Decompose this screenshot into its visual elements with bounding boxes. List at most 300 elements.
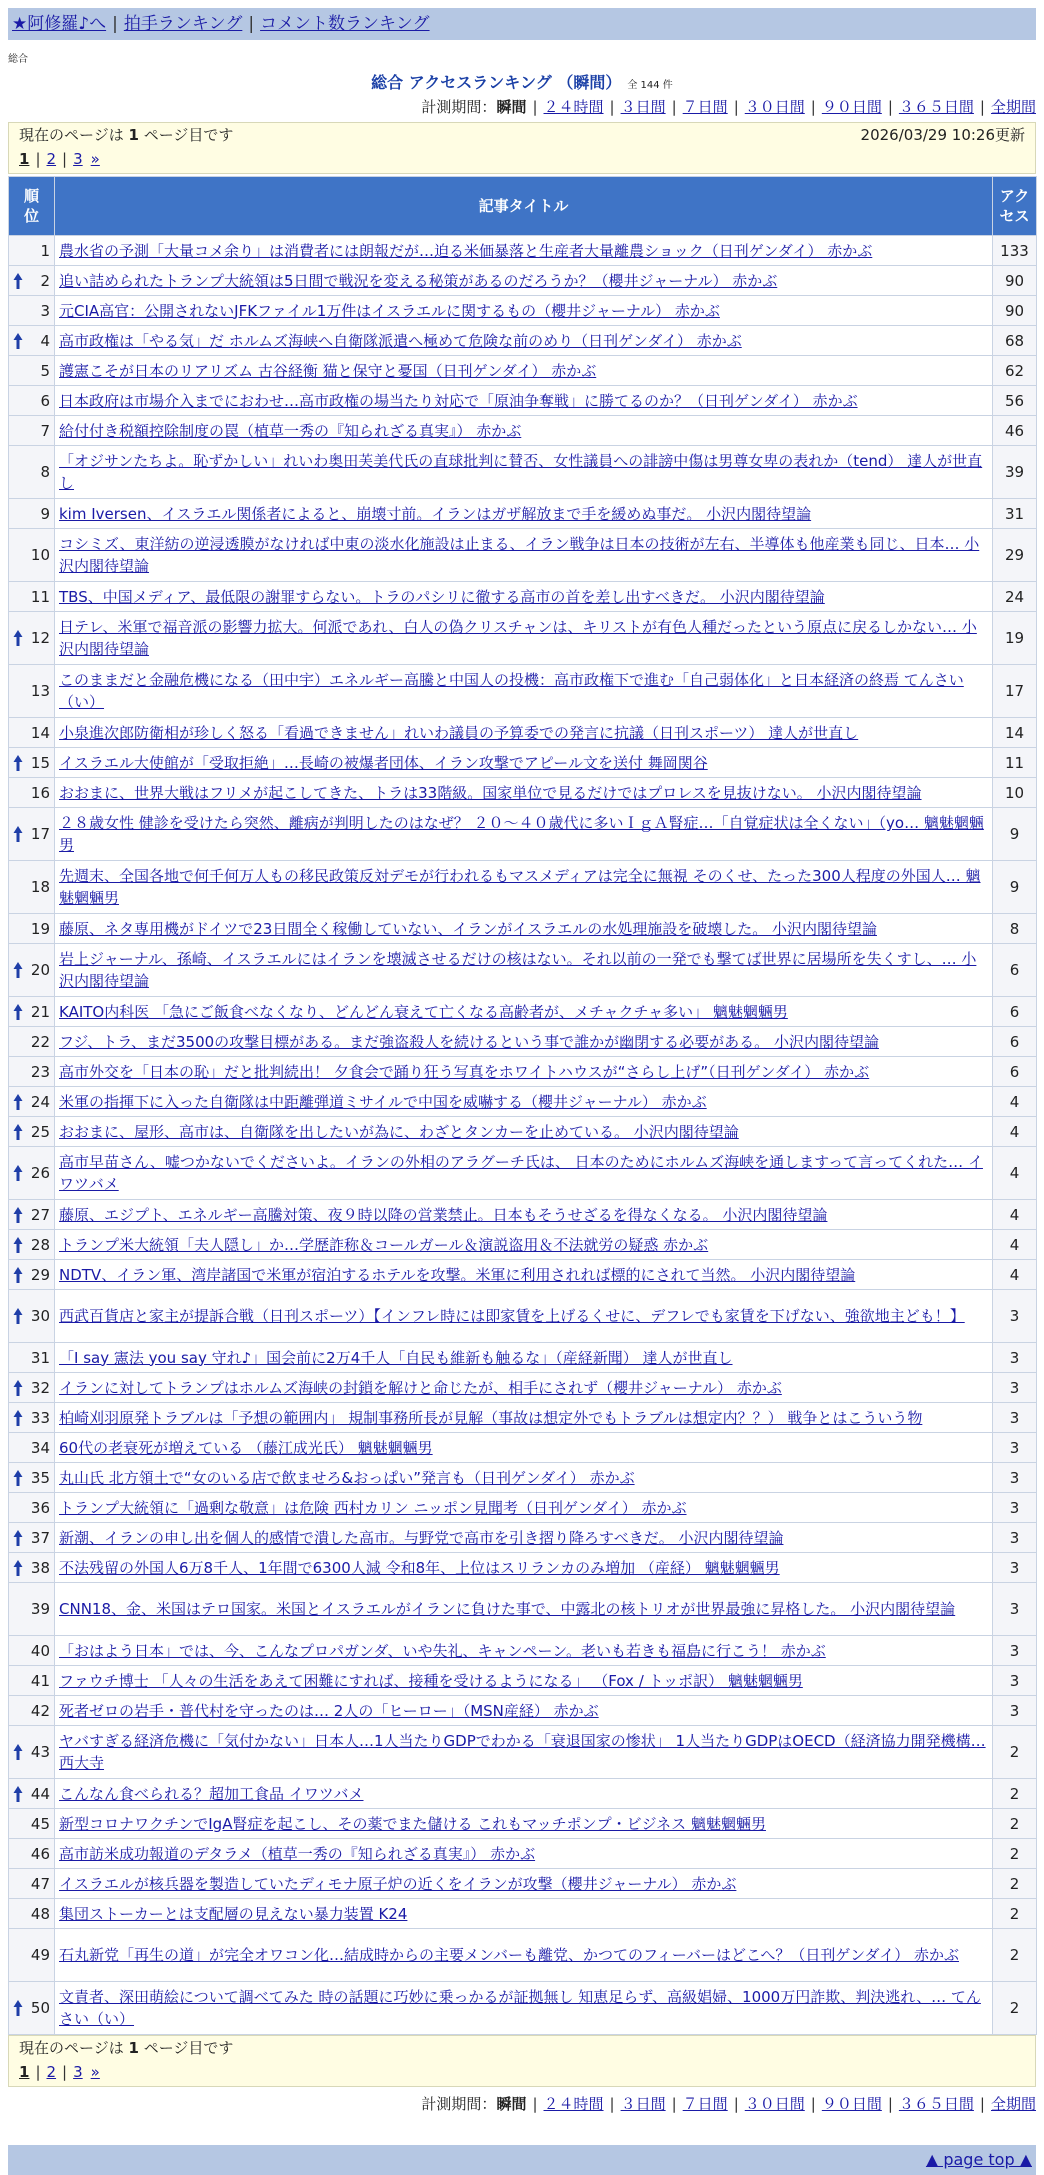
article-link[interactable]: 追い詰められたトランプ大統領は5日間で戦況を変える秘策があるのだろうか？（櫻井ジャーナル） 赤かぶ [59, 271, 778, 290]
rank-up-arrow-icon [13, 1123, 23, 1141]
period-label: 計測期間： [421, 98, 497, 116]
title-cell [55, 1636, 993, 1666]
rank-number: 14 [30, 723, 50, 742]
article-link[interactable]: 農水省の予測「大量コメ余り」は消費者には朗報だが…迫る米価暴落と生産者大量離農ショック（日刊ゲンダイ） 赤かぶ [59, 241, 873, 260]
rank-up-arrow-icon [13, 1409, 23, 1427]
title-cell [55, 236, 993, 266]
article-link[interactable]: コシミズ、東洋紡の逆浸透膜がなければ中東の淡水化施設は止まる、イラン戦争は日本の技術が左右、半導体も他産業も同じ、日本… 小沢内閣待望論 [59, 535, 980, 575]
article-link[interactable]: NDTV、イラン軍、湾岸諸国で米軍が宿泊するホテルを攻撃。米軍に利用されれば標的にされて当然。 小沢内閣待望論 [59, 1265, 856, 1284]
rank-cell [9, 1493, 55, 1523]
rank-cell [9, 665, 55, 718]
period-option[interactable]: ３０日間 [744, 98, 805, 116]
title-cell [55, 582, 993, 612]
article-link[interactable]: 新型コロナワクチンでIgA腎症を起こし、その薬でまた儲ける これもマッチポンプ・ビジネス 魑魅魍魎男 [59, 1814, 766, 1833]
period-option-active: 瞬間 [496, 2095, 527, 2113]
rank-cell [9, 914, 55, 944]
article-link[interactable]: 「おはよう日本」では、今、こんなプロパガンダ、いや失礼、キャンペーン。老いも若きも福島に行こう！ 赤かぶ [59, 1641, 826, 1660]
title-cell [55, 1666, 993, 1696]
rank-up-arrow-icon [13, 825, 23, 843]
access-count: 3 [993, 1583, 1037, 1636]
table-row [9, 1636, 1037, 1666]
rank-cell [9, 778, 55, 808]
page-link-current: 1 [19, 150, 30, 168]
home-link[interactable]: ★阿修羅♪へ [12, 14, 107, 34]
rank-up-arrow-icon [13, 961, 23, 979]
period-option[interactable]: ３０日間 [744, 2095, 805, 2113]
access-count: 3 [993, 1433, 1037, 1463]
rank-cell [9, 356, 55, 386]
period-option[interactable]: ２４時間 [543, 98, 604, 116]
period-separator: | [733, 2095, 739, 2113]
article-link[interactable]: 柏崎刈羽原発トラブルは「予想の範囲内」 規制事務所長が見解（事故は想定外でもトラブルは想定内？？） 戦争とはこういう物 [59, 1408, 923, 1427]
article-link[interactable]: おおまに、屋形、高市は、自衛隊を出したいが為に、わざとタンカーを止めている。 小沢内閣待望論 [59, 1122, 739, 1141]
article-link[interactable]: 「I say 憲法 you say 守れ♪」国会前に2万4千人「自民も維新も触るな」（産経新聞） 達人が世直し [59, 1348, 733, 1367]
access-count: 9 [993, 808, 1037, 861]
rank-cell [9, 1373, 55, 1403]
table-row [9, 944, 1037, 997]
rank-number: 1 [40, 241, 50, 260]
period-selector-bottom [8, 2093, 1036, 2115]
article-link[interactable]: 文責者、深田萌絵について調べてみた 時の話題に巧妙に乗っかるが証拠無し 知恵足らず、高級娼婦、1000万円詐欺、判決逃れ、… てんさい（い） [59, 1988, 981, 2028]
rank-number: 11 [30, 587, 50, 606]
access-count: 3 [993, 1666, 1037, 1696]
period-option[interactable]: 全期間 [990, 2095, 1036, 2113]
access-count: 3 [993, 1696, 1037, 1726]
rank-up-arrow-icon [13, 1206, 23, 1224]
article-link[interactable]: 「オジサンたちよ。恥ずかしい」れいわ奥田芙美代氏の直球批判に賛否、女性議員への誹謗中傷は男尊女卑の表れか（tend） 達人が世直し [59, 452, 983, 492]
next-page-link[interactable]: » [90, 2063, 100, 2081]
rank-number: 24 [30, 1092, 50, 1111]
rank-cell [9, 1899, 55, 1929]
table-row [9, 1403, 1037, 1433]
rank-up-arrow-icon [13, 1785, 23, 1803]
rank-cell [9, 1982, 55, 2035]
table-row [9, 1493, 1037, 1523]
rank-cell [9, 582, 55, 612]
period-option-active: 瞬間 [496, 98, 527, 116]
access-count: 14 [993, 718, 1037, 748]
current-page-text: 現在のページは 1 ページ目です [19, 2039, 234, 2057]
article-link[interactable]: 岩上ジャーナル、孫崎、イスラエルにはイランを壊滅させるだけの核はない。それ以前の一発でも撃てば世界に居場所を失くすし、… 小沢内閣待望論 [59, 950, 977, 990]
article-link[interactable]: 日本政府は市場介入までにおわせ…高市政権の場当たり対応で「原油争奪戦」に勝てるのか？（日刊ゲンダイ） 赤かぶ [59, 391, 858, 410]
rank-cell [9, 718, 55, 748]
rank-number: 16 [30, 783, 50, 802]
top-nav-bar [8, 8, 1036, 40]
rank-up-arrow-icon [13, 1529, 23, 1547]
rank-number: 7 [40, 421, 50, 440]
title-cell [55, 1839, 993, 1869]
rank-cell [9, 1343, 55, 1373]
title-cell [55, 1553, 993, 1583]
title-cell [55, 1982, 993, 2035]
article-link[interactable]: 60代の老衰死が増えている （藤江成光氏） 魑魅魍魎男 [59, 1438, 433, 1457]
rank-number: 37 [30, 1528, 50, 1547]
title-cell [55, 1147, 993, 1200]
rank-cell [9, 326, 55, 356]
period-separator: | [810, 2095, 816, 2113]
article-link[interactable]: CNN18、金、米国はテロ国家。米国とイスラエルがイランに負けた事で、中露北の核トリオが世界最強に昇格した。 小沢内閣待望論 [59, 1600, 956, 1618]
rank-number: 49 [30, 1946, 50, 1964]
article-link[interactable]: 集団ストーカーとは支配層の見えない暴力装置 K24 [59, 1904, 408, 1923]
access-count: 24 [993, 582, 1037, 612]
article-link[interactable]: 護憲こそが日本のリアリズム 古谷経衡 猫と保守と憂国（日刊ゲンダイ） 赤かぶ [59, 361, 597, 380]
rank-up-arrow-icon [13, 1743, 23, 1761]
page-separator: | [62, 2063, 68, 2081]
article-link[interactable]: 不法残留の外国人6万8千人、1年間で6300人減 令和8年、上位はスリランカのみ増加 （産経） 魑魅魍魎男 [59, 1558, 780, 1577]
access-count: 4 [993, 1117, 1037, 1147]
article-link[interactable]: TBS、中国メディア、最低限の謝罪すらない。トラのパシリに徹する高市の首を差し出すべきだ。 小沢内閣待望論 [59, 587, 825, 606]
page-link[interactable]: 2 [46, 150, 57, 168]
rank-up-arrow-icon [13, 1379, 23, 1397]
access-count: 29 [993, 529, 1037, 582]
rank-cell [9, 612, 55, 665]
title-cell [55, 1493, 993, 1523]
article-link[interactable]: 新潮、イランの申し出を個人的感情で潰した高市。与野党で高市を引き摺り降ろすべきだ。 小沢内閣待望論 [59, 1528, 784, 1547]
rank-number: 10 [30, 546, 50, 564]
title-cell [55, 1929, 993, 1982]
period-option[interactable]: ７日間 [682, 2095, 728, 2113]
title-cell [55, 1696, 993, 1726]
rank-cell [9, 1869, 55, 1899]
table-row [9, 356, 1037, 386]
article-link[interactable]: トランプ大統領に「過剰な敬意」は危険 西村カリン ニッポン見聞考（日刊ゲンダイ） 赤かぶ [59, 1498, 687, 1517]
title-cell [55, 446, 993, 499]
rank-cell [9, 529, 55, 582]
rank-cell [9, 1087, 55, 1117]
table-row [9, 778, 1037, 808]
article-link[interactable]: フジ、トラ、まだ3500の攻撃目標がある。まだ強盗殺人を続けるという事で誰かが幽閉する必要がある。 小沢内閣待望論 [59, 1032, 879, 1051]
updated-timestamp: 2026/03/29 10:26更新 [860, 126, 1025, 144]
rank-number: 33 [30, 1408, 50, 1427]
page-link-current: 1 [19, 2063, 30, 2081]
rank-cell [9, 1260, 55, 1290]
rank-number: 12 [30, 629, 50, 647]
comment-ranking-link[interactable]: コメント数ランキング [260, 14, 430, 34]
rank-cell [9, 386, 55, 416]
period-separator: | [979, 98, 985, 116]
rank-cell [9, 1839, 55, 1869]
title-cell [55, 1230, 993, 1260]
table-row [9, 1117, 1037, 1147]
table-row [9, 1726, 1037, 1779]
total-count: 全 144 件 [627, 80, 673, 91]
pagination [19, 2060, 1025, 2084]
period-separator: | [609, 2095, 615, 2113]
rank-number: 15 [30, 753, 50, 772]
next-page-link[interactable]: » [90, 150, 100, 168]
access-count: 56 [993, 386, 1037, 416]
clap-ranking-link[interactable]: 拍手ランキング [123, 14, 243, 34]
rank-cell [9, 1200, 55, 1230]
article-link[interactable]: 元CIA高官：公開されないJFKファイル1万件はイスラエルに関するもの（櫻井ジャーナル） 赤かぶ [59, 301, 720, 320]
article-link[interactable]: こんなん食べられる？超加工食品 イワツバメ [59, 1784, 364, 1803]
title-cell [55, 718, 993, 748]
article-link[interactable]: トランプ米大統領「夫人隠し」か…学歴詐称＆コールガール＆演説盗用＆不法就労の疑惑 赤かぶ [59, 1235, 709, 1254]
pagination [19, 147, 1025, 171]
pager-bottom [8, 2035, 1036, 2087]
ranking-table [8, 176, 1037, 2035]
page-separator: | [35, 2063, 41, 2081]
page-link[interactable]: 3 [73, 150, 83, 168]
title-cell [55, 529, 993, 582]
article-link[interactable]: ファウチ博士 「人々の生活をあえて困難にすれば、接種を受けるようになる」 （Fox / トッポ訳） 魑魅魍魎男 [59, 1671, 803, 1690]
title-cell [55, 296, 993, 326]
rank-number: 46 [30, 1844, 50, 1863]
title-cell [55, 808, 993, 861]
access-count: 8 [993, 914, 1037, 944]
period-option[interactable]: ９０日間 [821, 98, 882, 116]
article-link[interactable]: 丸山氏 北方領土で“女のいる店で飲ませろ&おっぱい”発言も（日刊ゲンダイ） 赤かぶ [59, 1468, 635, 1487]
rank-number: 8 [40, 463, 50, 481]
table-row [9, 1553, 1037, 1583]
title-cell [55, 1027, 993, 1057]
rank-cell [9, 1523, 55, 1553]
period-separator: | [609, 98, 615, 116]
table-row [9, 1523, 1037, 1553]
article-link[interactable]: 先週末、全国各地で何千何万人もの移民政策反対デモが行われるもマスメディアは完全に無視 そのくせ、たった300人程度の外国人… 魑魅魍魎男 [59, 867, 981, 907]
access-count: 11 [993, 748, 1037, 778]
rank-cell [9, 236, 55, 266]
table-row [9, 997, 1037, 1027]
access-count: 4 [993, 1230, 1037, 1260]
article-link[interactable]: 石丸新党「再生の道」が完全オワコン化…結成時からの主要メンバーも離党、かつてのフィーバーはどこへ？（日刊ゲンダイ） 赤かぶ [59, 1946, 959, 1964]
period-option[interactable]: ３６５日間 [898, 2095, 974, 2113]
rank-up-arrow-icon [13, 1559, 23, 1577]
access-count: 90 [993, 296, 1037, 326]
access-count: 133 [993, 236, 1037, 266]
title-cell [55, 1403, 993, 1433]
rank-cell [9, 1290, 55, 1343]
access-count: 6 [993, 1027, 1037, 1057]
title-cell [55, 778, 993, 808]
table-row [9, 808, 1037, 861]
access-count: 9 [993, 861, 1037, 914]
rank-number: 38 [30, 1558, 50, 1577]
access-count: 4 [993, 1260, 1037, 1290]
article-link[interactable]: 高市政権は「やる気」だ ホルムズ海峡へ自衛隊派遣へ極めて危険な前のめり（日刊ゲンダイ） 赤かぶ [59, 331, 742, 350]
ranking-title-row [0, 72, 1044, 94]
nav-separator: | [248, 14, 255, 34]
article-link[interactable]: イスラエルが核兵器を製造していたディモナ原子炉の近くをイランが攻撃（櫻井ジャーナル） 赤かぶ [59, 1874, 737, 1893]
table-row [9, 1696, 1037, 1726]
table-row [9, 1899, 1037, 1929]
article-link[interactable]: 小泉進次郎防衛相が珍しく怒る「看過できません」れいわ議員の予算委での発言に抗議（日刊スポーツ） 達人が世直し [59, 723, 859, 742]
access-count: 68 [993, 326, 1037, 356]
article-link[interactable]: 高市早苗さん、嘘つかないでくださいよ。イランの外相のアラグーチ氏は、 日本のためにホルムズ海峡を通しますって言ってくれた… イワツバメ [59, 1153, 983, 1193]
period-option[interactable]: ２４時間 [543, 2095, 604, 2113]
table-row [9, 748, 1037, 778]
title-cell [55, 1779, 993, 1809]
access-count: 6 [993, 944, 1037, 997]
rank-number: 19 [30, 919, 50, 938]
access-count: 3 [993, 1523, 1037, 1553]
period-option[interactable]: 全期間 [990, 98, 1036, 116]
article-link[interactable]: 藤原、ネタ専用機がドイツで23日間全く稼働していない、イランがイスラエルの水処理施設を破壊した。 小沢内閣待望論 [59, 919, 877, 938]
rank-number: 50 [30, 1999, 50, 2017]
article-link[interactable]: 米軍の指揮下に入った自衛隊は中距離弾道ミサイルで中国を威嚇する（櫻井ジャーナル） 赤かぶ [59, 1092, 707, 1111]
header-rank: 順位 [9, 177, 55, 236]
rank-up-arrow-icon [13, 1003, 23, 1021]
current-page-text: 現在のページは 1 ページ目です [19, 126, 234, 144]
period-option[interactable]: ３日間 [620, 98, 666, 116]
title-cell [55, 665, 993, 718]
rank-number: 25 [30, 1122, 50, 1141]
table-row [9, 1779, 1037, 1809]
access-count: 4 [993, 1147, 1037, 1200]
rank-number: 17 [30, 825, 50, 843]
rank-cell [9, 1403, 55, 1433]
article-link[interactable]: 日テレ、米軍で福音派の影響力拡大。何派であれ、白人の偽クリスチャンは、キリストが有色人種だったという原点に戻るしかない… 小沢内閣待望論 [59, 618, 977, 658]
page-link[interactable]: 2 [46, 2063, 57, 2081]
rank-number: 45 [30, 1814, 50, 1833]
category-label: 総合 [8, 54, 28, 65]
article-link[interactable]: KAITO内科医 「急にご飯食べなくなり、どんどん衰えて亡くなる高齢者が、メチャクチャ多い」 魑魅魍魎男 [59, 1002, 788, 1021]
table-row [9, 1260, 1037, 1290]
table-row [9, 1433, 1037, 1463]
article-link[interactable]: 死者ゼロの岩手・普代村を守ったのは… 2人の「ヒーロー」（MSN産経） 赤かぶ [59, 1701, 599, 1720]
access-count: 62 [993, 356, 1037, 386]
rank-up-arrow-icon [13, 1093, 23, 1111]
access-count: 3 [993, 1553, 1037, 1583]
title-cell [55, 612, 993, 665]
title-cell [55, 944, 993, 997]
rank-number: 47 [30, 1874, 50, 1893]
article-link[interactable]: 高市外交を「日本の恥」だと批判続出！ 夕食会で踊り狂う写真をホワイトハウスが“さらし上げ”（日刊ゲンダイ） 赤かぶ [59, 1062, 870, 1081]
title-cell [55, 1343, 993, 1373]
access-count: 6 [993, 1057, 1037, 1087]
rank-number: 36 [30, 1498, 50, 1517]
rank-number: 31 [30, 1348, 50, 1367]
rank-number: 32 [30, 1378, 50, 1397]
rank-number: 39 [30, 1600, 50, 1618]
rank-cell [9, 266, 55, 296]
table-row [9, 718, 1037, 748]
bottom-nav-bar [8, 2145, 1036, 2175]
period-separator: | [887, 2095, 893, 2113]
rank-cell [9, 1583, 55, 1636]
article-link[interactable]: ２８歳女性 健診を受けたら突然、離病が判明したのはなぜ？ ２０～４０歳代に多いＩｇＡ腎症…「自覚症状は全くない」（yo… 魑魅魍魎男 [59, 814, 984, 854]
rank-number: 4 [40, 331, 50, 350]
access-count: 2 [993, 1929, 1037, 1982]
table-row [9, 1929, 1037, 1982]
rank-up-arrow-icon [13, 272, 23, 290]
rank-cell [9, 296, 55, 326]
period-option[interactable]: ９０日間 [821, 2095, 882, 2113]
article-link[interactable]: 給付付き税額控除制度の罠（植草一秀の『知られざる真実』） 赤かぶ [59, 421, 522, 440]
access-count: 4 [993, 1087, 1037, 1117]
article-link[interactable]: 藤原、エジプト、エネルギー高騰対策、夜９時以降の営業禁止。日本もそうせざるを得なくなる。 小沢内閣待望論 [59, 1205, 828, 1224]
table-row [9, 914, 1037, 944]
access-count: 10 [993, 778, 1037, 808]
access-count: 90 [993, 266, 1037, 296]
article-link[interactable]: 西武百貨店と家主が提訴合戦（日刊スポーツ）【インフレ時には即家賃を上げるくせに、デフレでも家賃を下げない、強欲地主ども！】 [59, 1307, 965, 1325]
access-count: 3 [993, 1463, 1037, 1493]
rank-up-arrow-icon [13, 1266, 23, 1284]
access-count: 2 [993, 1779, 1037, 1809]
rank-up-arrow-icon [13, 1236, 23, 1254]
access-count: 31 [993, 499, 1037, 529]
rank-number: 44 [30, 1784, 50, 1803]
period-separator: | [671, 2095, 677, 2113]
table-row [9, 1200, 1037, 1230]
rank-cell [9, 1696, 55, 1726]
rank-cell [9, 1553, 55, 1583]
table-row [9, 1230, 1037, 1260]
access-count: 3 [993, 1373, 1037, 1403]
title-cell [55, 1726, 993, 1779]
rank-number: 13 [30, 682, 50, 700]
table-row [9, 1373, 1037, 1403]
table-header-row [9, 177, 1037, 236]
table-row [9, 861, 1037, 914]
table-row [9, 296, 1037, 326]
title-cell [55, 1899, 993, 1929]
rank-cell [9, 446, 55, 499]
rank-cell [9, 997, 55, 1027]
access-count: 2 [993, 1982, 1037, 2035]
access-count: 6 [993, 997, 1037, 1027]
rank-cell [9, 1779, 55, 1809]
rank-number: 42 [30, 1701, 50, 1720]
access-count: 2 [993, 1869, 1037, 1899]
page-top-link[interactable]: ▲ page top ▲ [925, 2150, 1032, 2169]
rank-number: 29 [30, 1265, 50, 1284]
table-row [9, 236, 1037, 266]
article-link[interactable]: ヤバすぎる経済危機に「気付かない」日本人…1人当たりGDPでわかる「衰退国家の惨状」 1人当たりGDPはOECD（経済協力開発機構… 西大寺 [59, 1732, 986, 1772]
page-title: 総合 アクセスランキング （瞬間） [371, 73, 622, 92]
period-selector-top [8, 96, 1036, 118]
article-link[interactable]: kim Iversen、イスラエル関係者によると、崩壊寸前。イランはガザ解放まで手を緩めぬ事だ。 小沢内閣待望論 [59, 504, 812, 523]
article-link[interactable]: イスラエル大使館が「受取拒絶」…長崎の被爆者団体、イラン攻撃でアピール文を送付 舞岡関谷 [59, 753, 708, 772]
period-separator: | [733, 98, 739, 116]
ranking-table-body [9, 236, 1037, 2035]
title-cell [55, 1087, 993, 1117]
period-separator: | [887, 98, 893, 116]
table-row [9, 326, 1037, 356]
title-cell [55, 1433, 993, 1463]
rank-cell [9, 1929, 55, 1982]
period-option[interactable]: ３６５日間 [898, 98, 974, 116]
access-count: 17 [993, 665, 1037, 718]
title-cell [55, 326, 993, 356]
article-link[interactable]: おおまに、世界大戦はフリメが起こしてきた、トラは33階級。国家単位で見るだけではプロレスを見抜けない。 小沢内閣待望論 [59, 783, 922, 802]
rank-up-arrow-icon [13, 332, 23, 350]
period-separator: | [979, 2095, 985, 2113]
rank-up-arrow-icon [13, 1307, 23, 1325]
rank-cell [9, 1057, 55, 1087]
title-cell [55, 1260, 993, 1290]
access-count: 39 [993, 446, 1037, 499]
rank-number: 20 [30, 961, 50, 979]
period-option[interactable]: ３日間 [620, 2095, 666, 2113]
table-row [9, 1087, 1037, 1117]
rank-number: 48 [30, 1904, 50, 1923]
table-row [9, 266, 1037, 296]
page-link[interactable]: 3 [73, 2063, 83, 2081]
article-link[interactable]: イランに対してトランプはホルムズ海峡の封鎖を解けと命じたが、相手にされず（櫻井ジャーナル） 赤かぶ [59, 1378, 782, 1397]
article-link[interactable]: このままだと金融危機になる（田中宇）エネルギー高騰と中国人の投機：高市政権下で進む「自己弱体化」と日本経済の終焉 てんさい（い） [59, 671, 964, 711]
pager-top [8, 122, 1036, 174]
article-link[interactable]: 高市訪米成功報道のデタラメ（植草一秀の『知られざる真実』） 赤かぶ [59, 1844, 536, 1863]
table-row [9, 1982, 1037, 2035]
access-count: 2 [993, 1809, 1037, 1839]
rank-number: 5 [40, 361, 50, 380]
table-row [9, 416, 1037, 446]
period-option[interactable]: ７日間 [682, 98, 728, 116]
access-count: 19 [993, 612, 1037, 665]
table-row [9, 1147, 1037, 1200]
title-cell [55, 416, 993, 446]
